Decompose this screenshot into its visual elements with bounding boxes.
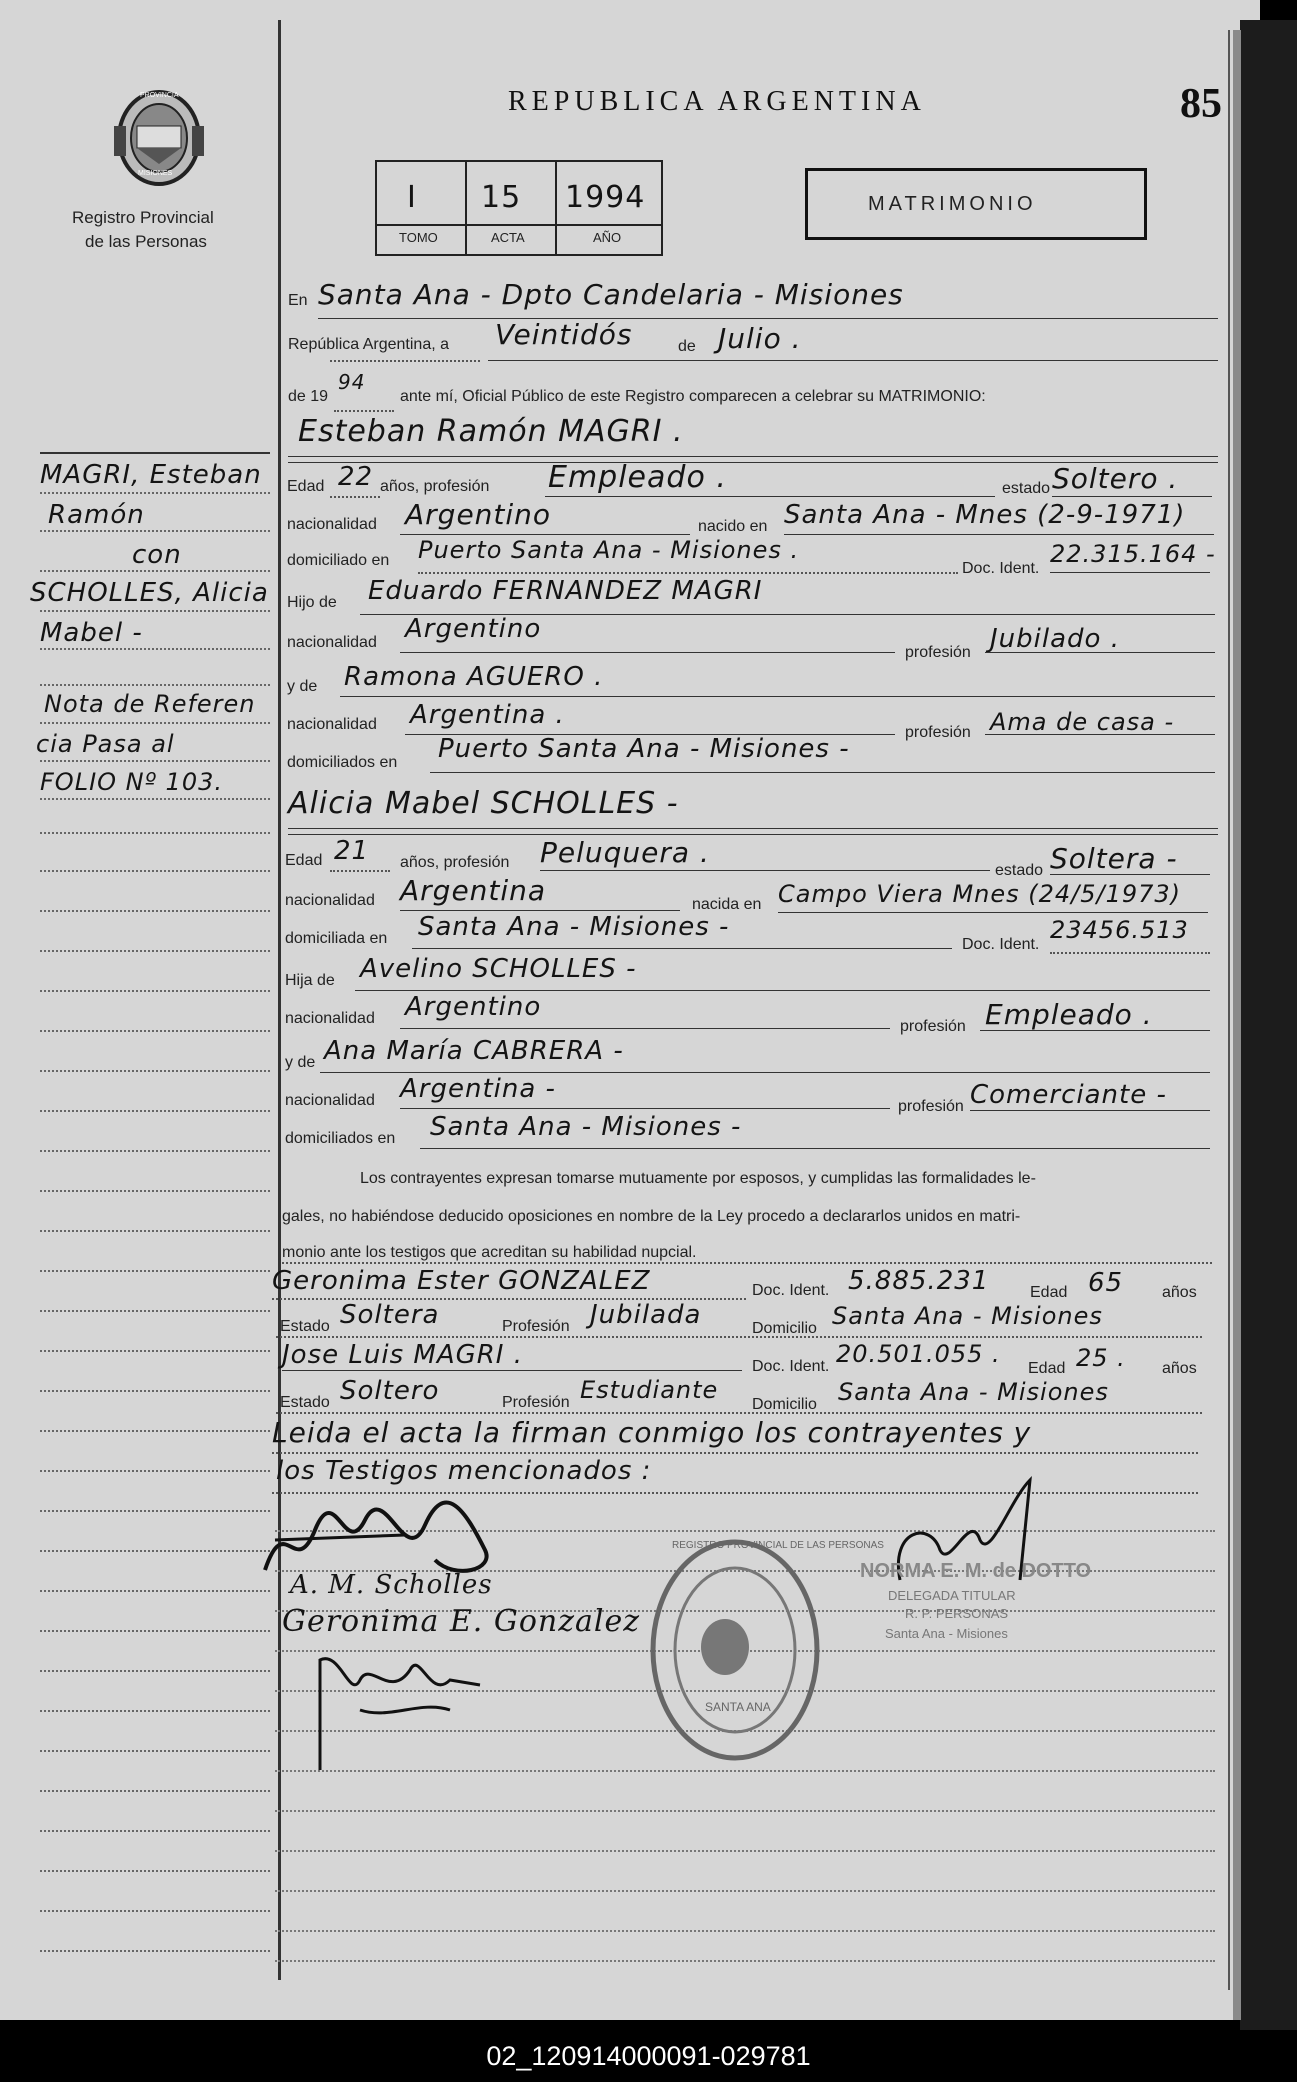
margin-rule bbox=[40, 722, 270, 724]
margin-rule bbox=[40, 452, 270, 454]
margin-rule bbox=[40, 1750, 270, 1752]
groom-nacionalidad: Argentino bbox=[405, 498, 552, 531]
year-label: de 19 bbox=[288, 388, 329, 405]
groom-father: Eduardo FERNANDEZ MAGRI bbox=[368, 576, 763, 606]
bride-profesion: Peluquera . bbox=[540, 836, 710, 869]
field-rule bbox=[985, 652, 1215, 653]
record-type-box bbox=[805, 168, 1147, 240]
field-rule bbox=[985, 734, 1215, 735]
margin-rule bbox=[40, 1030, 270, 1032]
blank-rule bbox=[275, 1850, 1215, 1852]
ano-value: 1994 bbox=[565, 180, 646, 215]
margin-rule bbox=[40, 870, 270, 872]
bride-father-prof: Empleado . bbox=[985, 998, 1153, 1031]
margin-rule bbox=[40, 1510, 270, 1512]
field-rule bbox=[400, 1108, 890, 1109]
margin-rule bbox=[40, 1830, 270, 1832]
margin-rule bbox=[40, 1110, 270, 1112]
witness1-name: Geronima Ester GONZALEZ bbox=[272, 1266, 651, 1296]
country-heading: REPUBLICA ARGENTINA bbox=[508, 86, 926, 117]
en-label: En bbox=[288, 292, 308, 309]
field-rule bbox=[778, 912, 1208, 913]
field-rule bbox=[1050, 572, 1210, 573]
margin-rule bbox=[40, 1790, 270, 1792]
tomo-acta-ano-box bbox=[375, 160, 663, 256]
bride-nacionalidad: Argentina bbox=[400, 874, 547, 907]
groom-father-nac: Argentino bbox=[405, 614, 542, 644]
margin-rule bbox=[40, 530, 270, 532]
bride-estado-label: estado bbox=[995, 862, 1044, 879]
groom-profesion: Empleado . bbox=[548, 460, 727, 495]
blank-rule bbox=[275, 1960, 1215, 1962]
groom-edad: 22 bbox=[338, 462, 374, 492]
groom-estado: Soltero . bbox=[1052, 462, 1179, 495]
book-edge-inner bbox=[1233, 30, 1241, 2020]
margin-name-line5: Mabel - bbox=[40, 618, 143, 648]
field-rule bbox=[784, 534, 1214, 535]
field-rule bbox=[282, 1370, 742, 1371]
groom-doc: 22.315.164 - bbox=[1050, 540, 1216, 568]
acta-label: ACTA bbox=[491, 230, 525, 245]
field-rule bbox=[420, 1148, 1210, 1149]
bride-doc-label: Doc. Ident. bbox=[962, 936, 1040, 953]
field-rule bbox=[320, 1072, 1210, 1073]
groom-anos-profesion-label: años, profesión bbox=[380, 478, 490, 495]
witness1-doc-label: Doc. Ident. bbox=[752, 1282, 830, 1299]
margin-name-line2: Ramón bbox=[48, 500, 145, 530]
witness1-edad: 65 bbox=[1088, 1268, 1124, 1298]
margin-rule bbox=[40, 1670, 270, 1672]
margin-rule bbox=[40, 648, 270, 650]
margin-rule bbox=[40, 1230, 270, 1232]
groom-yde-label: y de bbox=[287, 678, 318, 695]
margin-rule bbox=[40, 1270, 270, 1272]
de-label: de bbox=[678, 338, 696, 355]
margin-rule bbox=[40, 1550, 270, 1552]
bride-father-nac-label: nacionalidad bbox=[285, 1010, 375, 1027]
date-line bbox=[488, 360, 1218, 361]
page-number: 85 bbox=[1180, 81, 1222, 127]
bride-nacida-label: nacida en bbox=[692, 896, 762, 913]
witness1-domicilio-label: Domicilio bbox=[752, 1320, 817, 1337]
margin-rule bbox=[40, 1590, 270, 1592]
right-border bbox=[1228, 30, 1230, 1990]
tomo-label: TOMO bbox=[399, 230, 438, 245]
field-rule bbox=[400, 534, 690, 535]
witness2-edad: 25 . bbox=[1076, 1344, 1126, 1372]
declaration-line2: gales, no habiéndose deducido oposiciones en nombre de la Ley procedo a declararlos unidos en matri- bbox=[282, 1208, 1021, 1225]
field-rule bbox=[418, 572, 958, 574]
margin-rule bbox=[40, 1350, 270, 1352]
acta-value: 15 bbox=[481, 180, 522, 215]
field-rule bbox=[1050, 952, 1210, 954]
field-rule bbox=[412, 948, 952, 949]
groom-parents-dom: Puerto Santa Ana - Misiones - bbox=[438, 734, 850, 764]
republica-label: República Argentina, a bbox=[288, 336, 449, 353]
margin-rule bbox=[40, 570, 270, 572]
stamp-text: REGISTRO PROVINCIAL DE LAS PERSONAS bbox=[672, 1540, 884, 1551]
witness2-doc: 20.501.055 . bbox=[836, 1340, 1001, 1368]
witness2-domicilio-label: Domicilio bbox=[752, 1396, 817, 1413]
field-rule bbox=[360, 614, 1215, 615]
margin-rule bbox=[40, 798, 270, 800]
bride-name-line bbox=[288, 828, 1218, 829]
margin-rule bbox=[40, 684, 270, 686]
witness2-signature bbox=[300, 1640, 500, 1780]
groom-domicilio: Puerto Santa Ana - Misiones . bbox=[418, 536, 800, 564]
registry-seal-icon bbox=[645, 1535, 825, 1765]
witness2-domicilio: Santa Ana - Misiones bbox=[838, 1378, 1109, 1406]
field-rule bbox=[355, 990, 1210, 991]
bride-father: Avelino SCHOLLES - bbox=[360, 954, 637, 984]
official-line2: DELEGADA TITULAR bbox=[888, 1588, 1016, 1603]
groom-mother-prof-label: profesión bbox=[905, 724, 971, 741]
tomo-cell bbox=[377, 162, 467, 254]
margin-note-line1: Nota de Referen bbox=[44, 690, 256, 718]
bride-mother-prof: Comerciante - bbox=[970, 1080, 1167, 1110]
field-rule bbox=[334, 410, 394, 412]
bride-name: Alicia Mabel SCHOLLES - bbox=[288, 786, 679, 821]
margin-rule bbox=[40, 990, 270, 992]
field-rule bbox=[1050, 874, 1210, 875]
margin-rule bbox=[40, 1430, 270, 1432]
bride-parents-dom: Santa Ana - Misiones - bbox=[430, 1112, 742, 1142]
bride-mother-nac: Argentina - bbox=[400, 1074, 556, 1104]
groom-mother-nac-label: nacionalidad bbox=[287, 716, 377, 733]
declaration-line3: monio ante los testigos que acreditan su habilidad nupcial. bbox=[282, 1244, 697, 1261]
tomo-value: I bbox=[407, 180, 417, 215]
bride-father-prof-label: profesión bbox=[900, 1018, 966, 1035]
bride-edad: 21 bbox=[334, 836, 370, 866]
official-line1: NORMA E. M. de DOTTO bbox=[860, 1560, 1092, 1582]
crest-text-bottom: MISIONES bbox=[138, 170, 173, 177]
stamp-bottom: SANTA ANA bbox=[705, 1700, 771, 1714]
month-value: Julio . bbox=[718, 322, 802, 355]
witness2-edad-label: Edad bbox=[1028, 1360, 1066, 1377]
margin-rule bbox=[40, 1870, 270, 1872]
field-rule bbox=[330, 360, 480, 362]
margin-note-line2: cia Pasa al bbox=[36, 730, 175, 758]
field-rule bbox=[400, 910, 680, 911]
witness1-domicilio: Santa Ana - Misiones bbox=[832, 1302, 1103, 1330]
official-line3: R. P. PERSONAS bbox=[905, 1606, 1009, 1621]
margin-rule bbox=[40, 1150, 270, 1152]
registry-line1: Registro Provincial bbox=[72, 208, 214, 227]
groom-hijo-label: Hijo de bbox=[287, 594, 337, 611]
margin-rule bbox=[40, 1310, 270, 1312]
witness1-profesion-label: Profesión bbox=[502, 1318, 570, 1335]
witness2-profesion: Estudiante bbox=[580, 1376, 719, 1404]
blank-rule bbox=[275, 1890, 1215, 1892]
official-line4: Santa Ana - Misiones bbox=[885, 1626, 1008, 1641]
groom-edad-label: Edad bbox=[287, 478, 325, 495]
margin-rule bbox=[40, 610, 270, 612]
witness2-anos-label: años bbox=[1162, 1360, 1197, 1377]
margin-rule bbox=[40, 910, 270, 912]
crest-text-top: PROVINCIA bbox=[140, 92, 179, 99]
margin-rule bbox=[40, 1070, 270, 1072]
bride-dom-label: domiciliada en bbox=[285, 930, 388, 947]
place-value: Santa Ana - Dpto Candelaria - Misiones bbox=[318, 278, 904, 311]
margin-divider bbox=[278, 20, 281, 1980]
margin-note-line3: FOLIO Nº 103. bbox=[40, 768, 223, 796]
field-rule bbox=[980, 1030, 1210, 1031]
field-rule bbox=[340, 696, 1215, 697]
margin-rule bbox=[40, 1710, 270, 1712]
groom-dom-label: domiciliado en bbox=[287, 552, 390, 569]
margin-name-line4: SCHOLLES, Alicia bbox=[30, 578, 269, 608]
bride-mother: Ana María CABRERA - bbox=[324, 1036, 624, 1066]
blank-rule bbox=[275, 1930, 1215, 1932]
groom-mother-nac: Argentina . bbox=[410, 700, 565, 730]
ano-cell bbox=[557, 162, 661, 254]
bride-nac-label: nacionalidad bbox=[285, 892, 375, 909]
record-type: MATRIMONIO bbox=[868, 193, 1037, 215]
field-rule bbox=[970, 1110, 1210, 1111]
bride-mother-nac-label: nacionalidad bbox=[285, 1092, 375, 1109]
year-suffix: 94 bbox=[338, 370, 366, 394]
groom-estado-label: estado bbox=[1002, 480, 1051, 497]
closing-line2: los Testigos mencionados : bbox=[276, 1456, 652, 1486]
margin-rule bbox=[40, 832, 270, 834]
box-divider bbox=[377, 224, 661, 226]
margin-rule bbox=[40, 760, 270, 762]
groom-doc-label: Doc. Ident. bbox=[962, 560, 1040, 577]
groom-father-prof: Jubilado . bbox=[990, 624, 1120, 654]
book-edge bbox=[1240, 20, 1297, 2030]
margin-rule bbox=[40, 1630, 270, 1632]
bride-hija-label: Hija de bbox=[285, 972, 335, 989]
margin-rule bbox=[40, 1390, 270, 1392]
place-line bbox=[318, 318, 1218, 319]
document-code: 02_120914000091-029781 bbox=[0, 2030, 1297, 2082]
bride-mother-prof-label: profesión bbox=[898, 1098, 964, 1115]
declaration-line1: Los contrayentes expresan tomarse mutuamente por esposos, y cumplidas las formalidades le- bbox=[360, 1170, 1036, 1187]
field-rule bbox=[276, 1336, 1202, 1338]
groom-nacido: Santa Ana - Mnes (2-9-1971) bbox=[784, 500, 1186, 530]
field-rule bbox=[282, 1262, 1212, 1264]
closing-line1: Leida el acta la firman conmigo los contrayentes y bbox=[272, 1416, 1032, 1449]
groom-nacido-label: nacido en bbox=[698, 518, 768, 535]
bride-domicilio: Santa Ana - Misiones - bbox=[418, 912, 730, 942]
bride-edad-label: Edad bbox=[285, 852, 323, 869]
bride-signature: A. M. Scholles bbox=[290, 1570, 493, 1600]
witness1-doc: 5.885.231 bbox=[848, 1266, 990, 1296]
witness2-name: Jose Luis MAGRI . bbox=[282, 1340, 524, 1370]
groom-parents-dom-label: domiciliados en bbox=[287, 754, 398, 771]
day-value: Veintidós bbox=[495, 318, 633, 351]
field-rule bbox=[545, 496, 995, 497]
bride-nacida: Campo Viera Mnes (24/5/1973) bbox=[778, 880, 1182, 908]
margin-rule bbox=[40, 1910, 270, 1912]
witness1-anos-label: años bbox=[1162, 1284, 1197, 1301]
field-rule bbox=[272, 1452, 1198, 1454]
bride-estado: Soltera - bbox=[1050, 842, 1178, 875]
field-rule bbox=[330, 496, 380, 498]
witness1-edad-label: Edad bbox=[1030, 1284, 1068, 1301]
field-rule bbox=[272, 1298, 746, 1300]
witness2-estado-label: Estado bbox=[280, 1394, 330, 1411]
margin-rule bbox=[40, 950, 270, 952]
bride-parents-dom-label: domiciliados en bbox=[285, 1130, 396, 1147]
groom-name-line bbox=[288, 456, 1218, 457]
field-rule bbox=[400, 652, 895, 653]
groom-father-nac-label: nacionalidad bbox=[287, 634, 377, 651]
field-rule bbox=[400, 1028, 890, 1029]
ano-label: AÑO bbox=[593, 230, 622, 245]
groom-mother-prof: Ama de casa - bbox=[990, 708, 1175, 736]
margin-rule bbox=[40, 1190, 270, 1192]
witness-signature: Geronima E. Gonzalez bbox=[282, 1604, 641, 1639]
field-rule bbox=[330, 870, 390, 872]
witness2-estado: Soltero bbox=[340, 1376, 440, 1406]
margin-name-line3: con bbox=[132, 540, 182, 570]
field-rule bbox=[430, 772, 1215, 773]
registry-line2: de las Personas bbox=[85, 232, 207, 251]
intro-text: ante mí, Oficial Público de este Registro comparecen a celebrar su MATRIMONIO: bbox=[400, 388, 986, 405]
bride-doc: 23456.513 bbox=[1050, 916, 1189, 944]
margin-rule bbox=[40, 1950, 270, 1952]
groom-father-prof-label: profesión bbox=[905, 644, 971, 661]
margin-rule bbox=[40, 492, 270, 494]
groom-mother: Ramona AGUERO . bbox=[344, 662, 604, 692]
field-rule bbox=[540, 870, 990, 871]
witness2-profesion-label: Profesión bbox=[502, 1394, 570, 1411]
bride-anos-profesion-label: años, profesión bbox=[400, 854, 510, 871]
field-rule bbox=[276, 1412, 1202, 1414]
bride-yde-label: y de bbox=[285, 1054, 316, 1071]
bride-father-nac: Argentino bbox=[405, 992, 542, 1022]
acta-cell bbox=[467, 162, 557, 254]
field-rule bbox=[1052, 496, 1212, 497]
margin-rule bbox=[40, 1470, 270, 1472]
witness1-profesion: Jubilada bbox=[590, 1300, 702, 1330]
field-rule bbox=[405, 734, 895, 735]
witness2-doc-label: Doc. Ident. bbox=[752, 1358, 830, 1375]
groom-nac-label: nacionalidad bbox=[287, 516, 377, 533]
blank-rule bbox=[275, 1810, 1215, 1812]
bride-name-line2 bbox=[288, 834, 1218, 835]
witness1-estado-label: Estado bbox=[280, 1318, 330, 1335]
margin-name-line1: MAGRI, Esteban bbox=[40, 460, 262, 490]
groom-name: Esteban Ramón MAGRI . bbox=[298, 414, 684, 449]
witness1-estado: Soltera bbox=[340, 1300, 440, 1330]
